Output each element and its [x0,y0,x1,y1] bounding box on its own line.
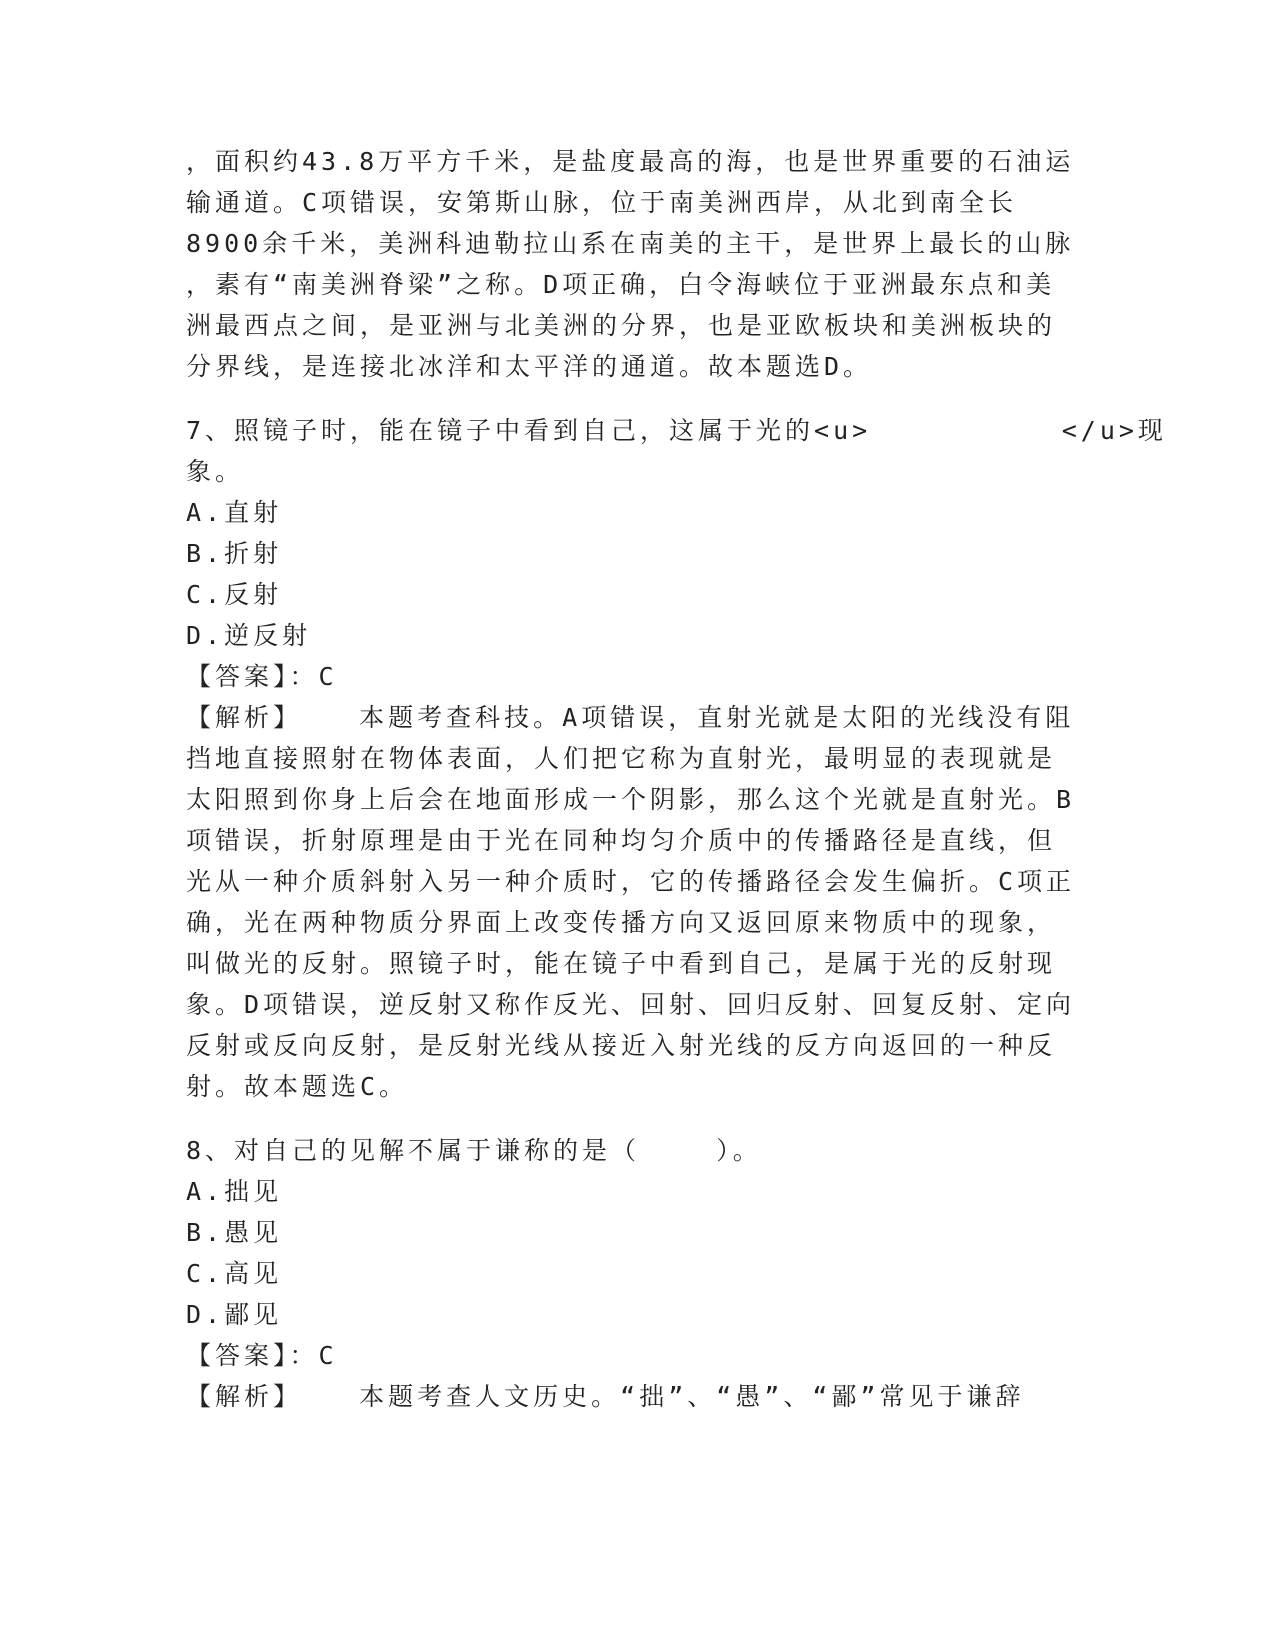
question-7-option-a: A.直射 [186,498,283,527]
question-8-option-c: C.高见 [186,1259,283,1288]
prev-explanation-line: 输通道。C项错误，安第斯山脉，位于南美洲西岸，从北到南全长 [186,188,1018,217]
question-7-stem: 象。 [186,457,245,486]
question-8-answer: 【答案】：C [186,1341,338,1370]
question-7-explanation-line: 挡地直接照射在物体表面，人们把它称为直射光，最明显的表现就是 [186,744,1057,773]
question-7-option-b: B.折射 [186,539,283,568]
question-7-stem: 7、照镜子时，能在镜子中看到自己，这属于光的<u> </u>现 [186,416,1167,445]
question-8-stem: 8、对自己的见解不属于谦称的是（ ）。 [186,1136,762,1165]
prev-explanation-line: 洲最西点之间，是亚洲与北美洲的分界，也是亚欧板块和美洲板块的 [186,311,1057,340]
question-7-explanation-line: 光从一种介质斜射入另一种介质时，它的传播路径会发生偏折。C项正 [186,867,1076,896]
question-8-option-b: B.愚见 [186,1218,283,1247]
question-8-explanation-line: 【解析】 本题考查人文历史。“拙”、“愚”、“鄙”常见于谦辞 [186,1382,1025,1411]
prev-explanation-line: ，面积约43.8万平方千米，是盐度最高的海，也是世界重要的石油运 [186,147,1075,176]
question-7-option-d: D.逆反射 [186,621,312,650]
question-7-option-c: C.反射 [186,580,283,609]
question-7-explanation-line: 象。D项错误，逆反射又称作反光、回射、回归反射、回复反射、定向 [186,990,1076,1019]
question-7-explanation-line: 【解析】 本题考查科技。A项错误，直射光就是太阳的光线没有阻 [186,703,1075,732]
question-7-explanation-line: 太阳照到你身上后会在地面形成一个阴影，那么这个光就是直射光。B [186,785,1076,814]
question-8-option-d: D.鄙见 [186,1300,283,1329]
question-7-explanation-line: 确，光在两种物质分界面上改变传播方向又返回原来物质中的现象， [186,908,1057,937]
prev-explanation-line: 8900余千米，美洲科迪勒拉山系在南美的主干，是世界上最长的山脉 [186,229,1075,258]
prev-explanation-line: ，素有“南美洲脊梁”之称。D项正确，白令海峡位于亚洲最东点和美 [186,270,1056,299]
question-7-explanation-line: 反射或反向反射，是反射光线从接近入射光线的反方向返回的一种反 [186,1031,1057,1060]
question-8-option-a: A.拙见 [186,1177,283,1206]
prev-explanation-line: 分界线，是连接北冰洋和太平洋的通道。故本题选D。 [186,352,873,381]
question-7-explanation-line: 项错误，折射原理是由于光在同种均匀介质中的传播路径是直线，但 [186,826,1057,855]
question-7-explanation-line: 射。故本题选C。 [186,1072,409,1101]
question-7-answer: 【答案】：C [186,662,338,691]
question-7-explanation-line: 叫做光的反射。照镜子时，能在镜子中看到自己，是属于光的反射现 [186,949,1057,978]
